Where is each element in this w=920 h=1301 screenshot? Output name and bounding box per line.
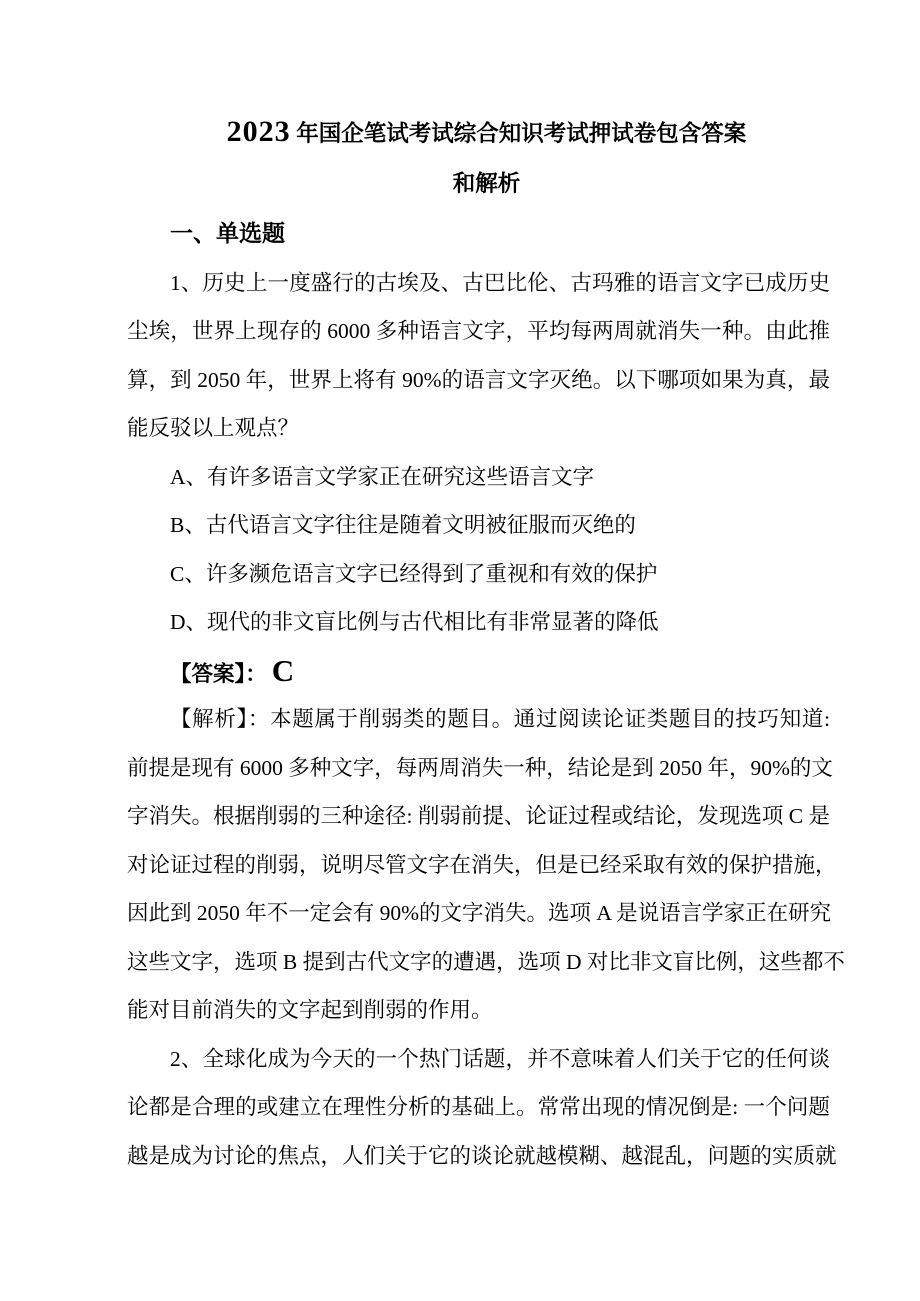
question-1-option-c: C、许多濒危语言文字已经得到了重视和有效的保护 [170, 561, 658, 586]
document-content [127, 106, 845, 1180]
question-1-option-a: A、有许多语言文学家正在研究这些语言文字 [170, 464, 595, 489]
question-1-line-1: 1、历史上一度盛行的古埃及、古巴比伦、古玛雅的语言文字已成历史 [170, 270, 830, 295]
question-2-line-2: 论都是合理的或建立在理性分析的基础上。常常出现的情况倒是: 一个问题 [127, 1095, 830, 1119]
question-1-line-2: 尘埃，世界上现存的 6000 多种语言文字，平均每两周就消失一种。由此推 [127, 319, 830, 343]
analysis-line-2: 前提是现有 6000 多种文字，每两周消失一种，结论是到 2050 年，90%的文 [127, 755, 833, 780]
title-year: 2023 [226, 115, 291, 148]
question-1-line-4: 能反驳以上观点？ [127, 416, 300, 440]
analysis-line-7: 能对目前消失的文字起到削弱的作用。 [127, 998, 493, 1022]
analysis-line-6: 这些文字，选项 B 提到古代文字的遭遇，选项 D 对比非文盲比例，这些都不 [127, 949, 845, 974]
question-1-option-b: B、古代语言文字往往是随着文明被征服而灭绝的 [170, 513, 636, 537]
answer-value: C [271, 652, 295, 688]
analysis-line-5: 因此到 2050 年不一定会有 90%的文字消失。选项 A 是说语言学家正在研究 [127, 901, 832, 925]
question-2-line-1: 2、全球化成为今天的一个热门话题，并不意味着人们关于它的任何谈 [170, 1046, 830, 1071]
section-heading: 一、单选题 [170, 221, 285, 247]
analysis-line-1: 【解析】：本题属于削弱类的题目。通过阅读论证类题目的技巧知道: [170, 707, 830, 731]
answer-label: 【答案】： [170, 661, 267, 686]
question-1-line-3: 算，到 2050 年，世界上将有 90%的语言文字灭绝。以下哪项如果为真，最 [127, 367, 830, 392]
answer-line [127, 647, 830, 696]
document-title-line-2: 和解析 [452, 171, 521, 196]
analysis-line-3: 字消失。根据削弱的三种途径: 削弱前提、论证过程或结论，发现选项 C 是 [127, 804, 830, 828]
analysis-line-4: 对论证过程的削弱，说明尽管文字在消失，但是已经采取有效的保护措施， [127, 852, 837, 877]
question-1-option-d: D、现代的非文盲比例与古代相比有非常显著的降低 [170, 610, 659, 634]
question-2-line-3: 越是成为讨论的焦点，人们关于它的谈论就越模糊、越混乱，问题的实质就 [127, 1143, 837, 1168]
document-title-line-1 [135, 106, 838, 158]
title-text: 年国企笔试考试综合知识考试押试卷包含答案 [290, 121, 747, 146]
